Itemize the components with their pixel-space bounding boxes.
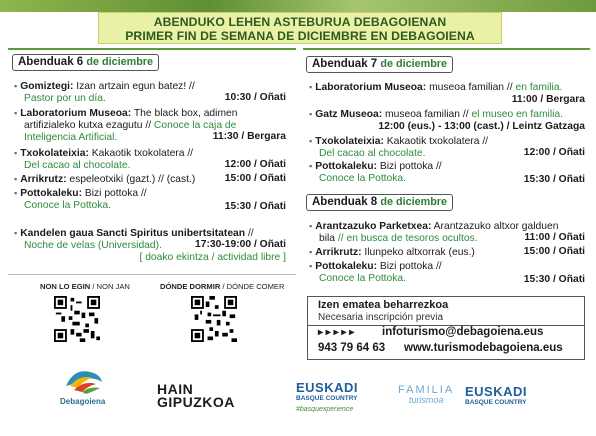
divider [8, 274, 296, 275]
email-link[interactable]: infoturismo@debagoiena.eus [382, 326, 544, 338]
registration-box [307, 296, 585, 360]
bullet-icon: ▪ [14, 228, 18, 238]
euskadi-logo-2: EUSKADI BASQUE COUNTRY [465, 384, 528, 406]
bullet-icon: ▪ [309, 136, 313, 146]
event-item: ▪ Gomiztegi: Izan artzain egun batez! // Pastor por un día. 10:30 / Oñati [14, 81, 286, 104]
phone-number[interactable]: 943 79 64 63 [318, 342, 386, 354]
hain-gipuzkoa-logo: HAIN GIPUZKOA [157, 381, 235, 410]
banner-line-1: ABENDUKO LEHEN ASTEBURUA DEBAGOIENAN [153, 15, 447, 29]
event-item: ▪ Gatz Museoa: museoa familian // el museo en familia. 12:00 (eus.) - 13:00 (cast.) / Leintz Gatzaga [309, 109, 585, 132]
date-subtitle: de diciembre [86, 56, 153, 68]
date-subtitle: de diciembre [380, 58, 447, 70]
event-item: ▪ Pottokaleku: Bizi pottoka // Conoce la Pottoka. 15:30 / Oñati [309, 161, 585, 185]
date-title: Abenduak 7 [312, 58, 378, 70]
website-link[interactable]: www.turismodebagoiena.eus [404, 342, 563, 354]
bullet-icon: ▪ [14, 174, 18, 184]
date-title: Abenduak 6 [18, 56, 84, 68]
banner-line-2: PRIMER FIN DE SEMANA DE DICIEMBRE EN DEBAGOIENA [125, 29, 475, 43]
event-item: ▪ Txokolateixia: Kakaotik txokolatera // Del cacao al chocolate. 12:00 / Oñati [309, 136, 585, 159]
registration-title: Izen ematea beharrezkoa [318, 299, 449, 311]
qr-code-icon[interactable] [191, 296, 237, 342]
bullet-icon: ▪ [309, 261, 313, 271]
bullet-icon: ▪ [309, 221, 313, 231]
arrows-icon: ▸ ▸ ▸ ▸ ▸ [318, 327, 355, 338]
qr-label-left: NON LO EGIN / NON JAN [40, 282, 130, 291]
panel-divider-left [8, 48, 296, 50]
bullet-icon: ▪ [14, 81, 18, 91]
qr-code-icon[interactable] [54, 296, 100, 342]
familia-turismoa-logo: FAMILIA turismoa [398, 384, 455, 405]
bullet-icon: ▪ [14, 108, 18, 118]
qr-label-right: DÓNDE DORMIR / DÓNDE COMER [160, 282, 285, 291]
event-item: ▪ Kandelen gaua Sancti Spiritus unibertsitatean // Noche de velas (Universidad). 17:30-19:00 / Oñati [ doako ekintza / actividad libre ] [14, 228, 286, 263]
event-item: ▪ Arrikrutz: espeleotxiki (gazt.) // (cast.) 15:00 / Oñati [14, 173, 286, 185]
top-photo-strip [0, 0, 596, 12]
registration-subtitle: Necesaria inscripción previa [318, 312, 444, 323]
debagoiena-logo-icon [62, 364, 104, 396]
date-subtitle: de diciembre [380, 196, 447, 208]
event-item: ▪ Laboratorium Museoa: The black box, adimen artifizialeko kutxa ezagutu // Conoce la caja de Inteligencia Artificial. 11:30 / Bergara [14, 108, 286, 143]
euskadi-logo: EUSKADI BASQUE COUNTRY #basquexperience [296, 380, 359, 413]
event-item: ▪ Laboratorium Museoa: museoa familian // en familia. 11:00 / Bergara [309, 82, 585, 105]
bullet-icon: ▪ [309, 109, 313, 119]
debagoiena-logo-text: Debagoiena [60, 397, 106, 406]
bullet-icon: ▪ [309, 82, 313, 92]
bullet-icon: ▪ [14, 148, 18, 158]
event-item: ▪ Pottokaleku: Bizi pottoka // Conoce la Pottoka. 15:30 / Oñati [14, 188, 286, 212]
date-box-dec7 [306, 56, 453, 73]
bullet-icon: ▪ [309, 247, 313, 257]
date-box-dec6 [12, 54, 159, 71]
header-banner [98, 12, 502, 44]
event-item: ▪ Txokolateixia: Kakaotik txokolatera // Del cacao al chocolate. 12:00 / Oñati [14, 148, 286, 171]
event-item: ▪ Arrikrutz: Ilunpeko altxorrak (eus.) 15:00 / Oñati [309, 246, 585, 258]
bullet-icon: ▪ [14, 188, 18, 198]
event-item: ▪ Arantzazuko Parketxea: Arantzazuko altxor galduen bila // en busca de tesoros ocultos. 11:00 / Oñati [309, 221, 585, 244]
bullet-icon: ▪ [309, 161, 313, 171]
panel-divider-right [303, 48, 590, 50]
date-title: Abenduak 8 [312, 196, 378, 208]
date-box-dec8 [306, 194, 453, 211]
event-item: ▪ Pottokaleku: Bizi pottoka // Conoce la Pottoka. 15:30 / Oñati [309, 261, 585, 285]
